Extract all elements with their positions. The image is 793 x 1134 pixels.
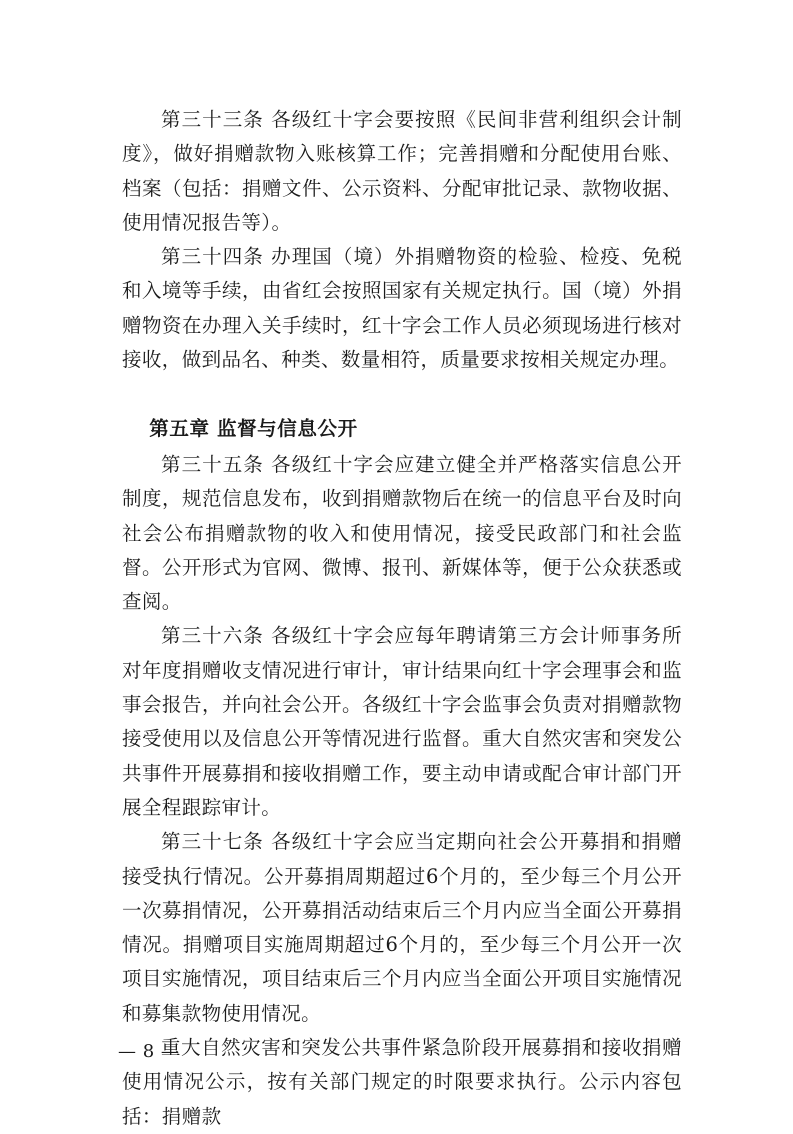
article-33: 第三十三条 各级红十字会要按照《民间非营利组织会计制度》，做好捐赠款物入账核算工作；完善捐赠和分配使用台账、档案（包括：捐赠文件、公示资料、分配审批记录、款物收据、使用情况报告等）。: [122, 108, 682, 234]
article-34: 第三十四条 办理国（境）外捐赠物资的检验、检疫、免税和入境等手续，由省红会按照国家有关规定执行。国（境）外捐赠物资在办理入关手续时，红十字会工作人员必须现场进行核对接收，做到品名、种类、数量相符，质量要求按相关规定办理。: [122, 245, 682, 372]
article-36: 第三十六条 各级红十字会应每年聘请第三方会计师事务所对年度捐赠收支情况进行审计，审计结果向红十字会理事会和监事会报告，并向社会公开。各级红十字会监事会负责对捐赠款物接受使用以及信息公开等情况进行监督。重大自然灾害和突发公共事件开展募捐和接收捐赠工作，要主动申请或配合审计部门开展全程跟踪审计。: [122, 624, 682, 819]
page-number: — 8 —: [118, 1041, 180, 1062]
chapter-section: [122, 412, 682, 446]
disclosure-paragraph: 重大自然灾害和突发公共事件紧急阶段开展募捐和接收捐赠使用情况公示，按有关部门规定的时限要求执行。公示内容包括：捐赠款: [122, 1036, 682, 1128]
article-group-bottom: [122, 448, 682, 1134]
article-group-top: [122, 103, 682, 377]
article-37: 第三十七条 各级红十字会应当定期向社会公开募捐和捐赠接受执行情况。公开募捐周期超过6个月的，至少每三个月公开一次募捐情况，公开募捐活动结束后三个月内应当全面公开募捐情况。捐赠项目实施周期超过6个月的，至少每三个月公开一次项目实施情况，项目结束后三个月内应当全面公开项目实施情况和募集款物使用情况。: [122, 830, 682, 1025]
article-35: 第三十五条 各级红十字会应建立健全并严格落实信息公开制度，规范信息发布，收到捐赠款物后在统一的信息平台及时向社会公布捐赠款物的收入和使用情况，接受民政部门和社会监督。公开形式为官网、微博、报刊、新媒体等，便于公众获悉或查阅。: [122, 453, 682, 614]
chapter-title: 第五章 监督与信息公开: [149, 417, 358, 440]
